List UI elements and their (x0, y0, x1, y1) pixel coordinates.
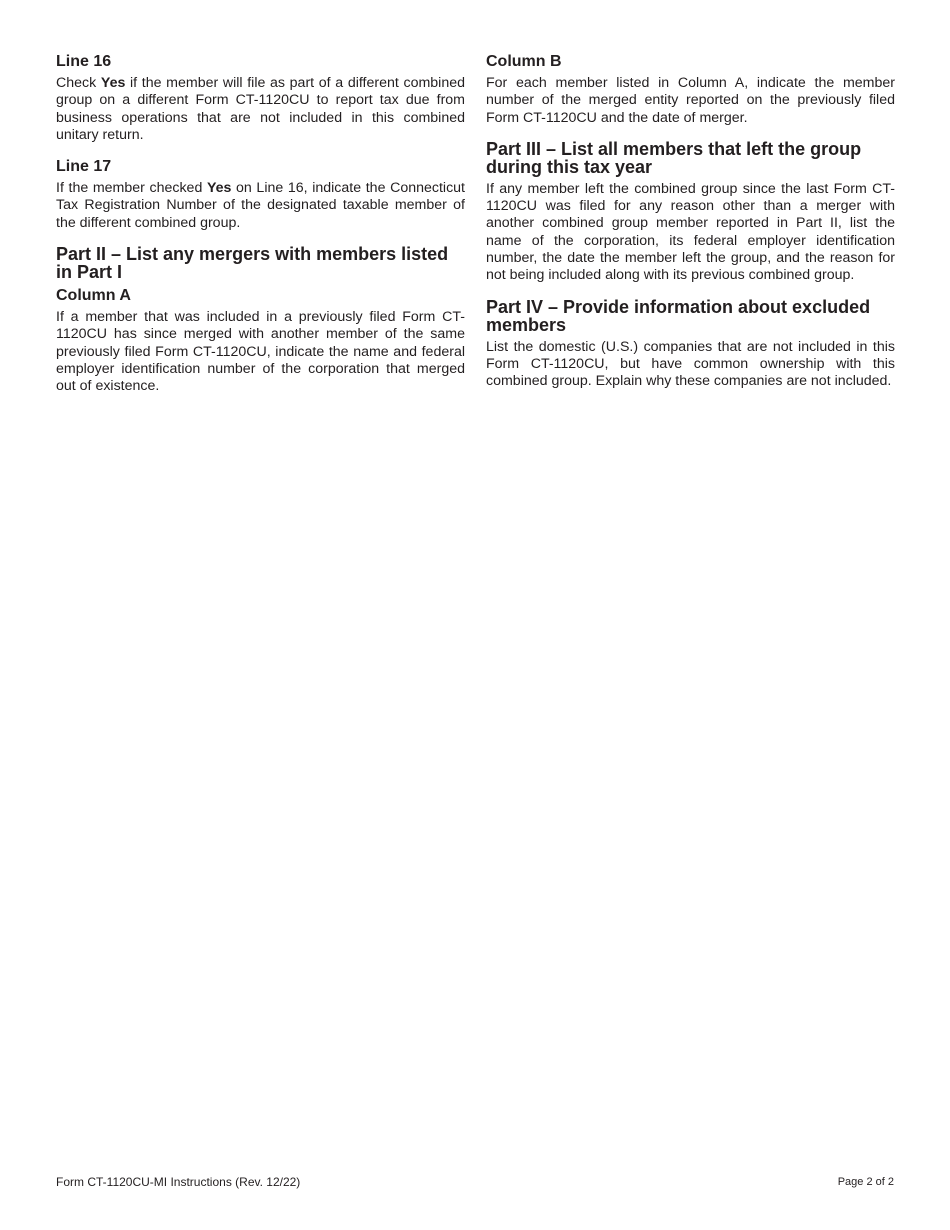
part-3-heading: Part III – List all members that left the group during this tax year (486, 138, 862, 177)
column-b-text: For each member listed in Column A, indicate the member number of the merged entity reported on the previously filed Form CT-1120CU and the date of merger. (486, 75, 895, 126)
column-a-heading: Column A (56, 287, 131, 305)
line-17-text-yes: Yes (206, 180, 232, 197)
line-17-text (56, 180, 465, 232)
footer-page-number: Page 2 of 2 (837, 1176, 894, 1188)
part-3-text: If any member left the combined group since the last Form CT-1120CU was filed for any reason other than a merger with another combined group member reported in Part II, list the name of the corporation, its federal employer identification number, the date the member left the group, and the reason for not being included along with its previous combined group. (486, 180, 895, 284)
left-column (56, 52, 465, 396)
line-17-text-post: on Line 16, indicate the Connecticut Tax Registration Number of the designated taxable member of the different combined group. (56, 180, 465, 231)
line-17-text-pre: If the member checked (56, 180, 207, 197)
part-4-heading: Part IV – Provide information about excluded members (486, 296, 871, 335)
footer-form-id: Form CT-1120CU-MI Instructions (Rev. 12/22) (56, 1175, 301, 1189)
part-4-text: List the domestic (U.S.) companies that are not included in this Form CT-1120CU, but have common ownership with this combined group. Explain why these companies are not included. (486, 338, 895, 390)
column-b-heading: Column B (486, 53, 562, 70)
line-16-heading: Line 16 (56, 53, 112, 70)
column-a-text: If a member that was included in a previously filed Form CT-1120CU has since merged with another member of the same previously filed Form CT-1120CU, indicate the name and federal employer identification number of the corporation that merged out of existence. (56, 309, 465, 395)
line-17-heading: Line 17 (56, 158, 112, 176)
part-2-heading: Part II – List any mergers with members listed in Part I (56, 244, 449, 283)
right-column (486, 52, 895, 391)
line-16-text (56, 75, 465, 144)
line-16-text-post: if the member will file as part of a different combined group on a different Form CT-1120CU to report tax due from business operations that are not included in this combined unitary return. (56, 75, 466, 143)
line-16-text-yes: Yes (100, 75, 126, 91)
line-16-text-pre: Check (56, 75, 101, 91)
